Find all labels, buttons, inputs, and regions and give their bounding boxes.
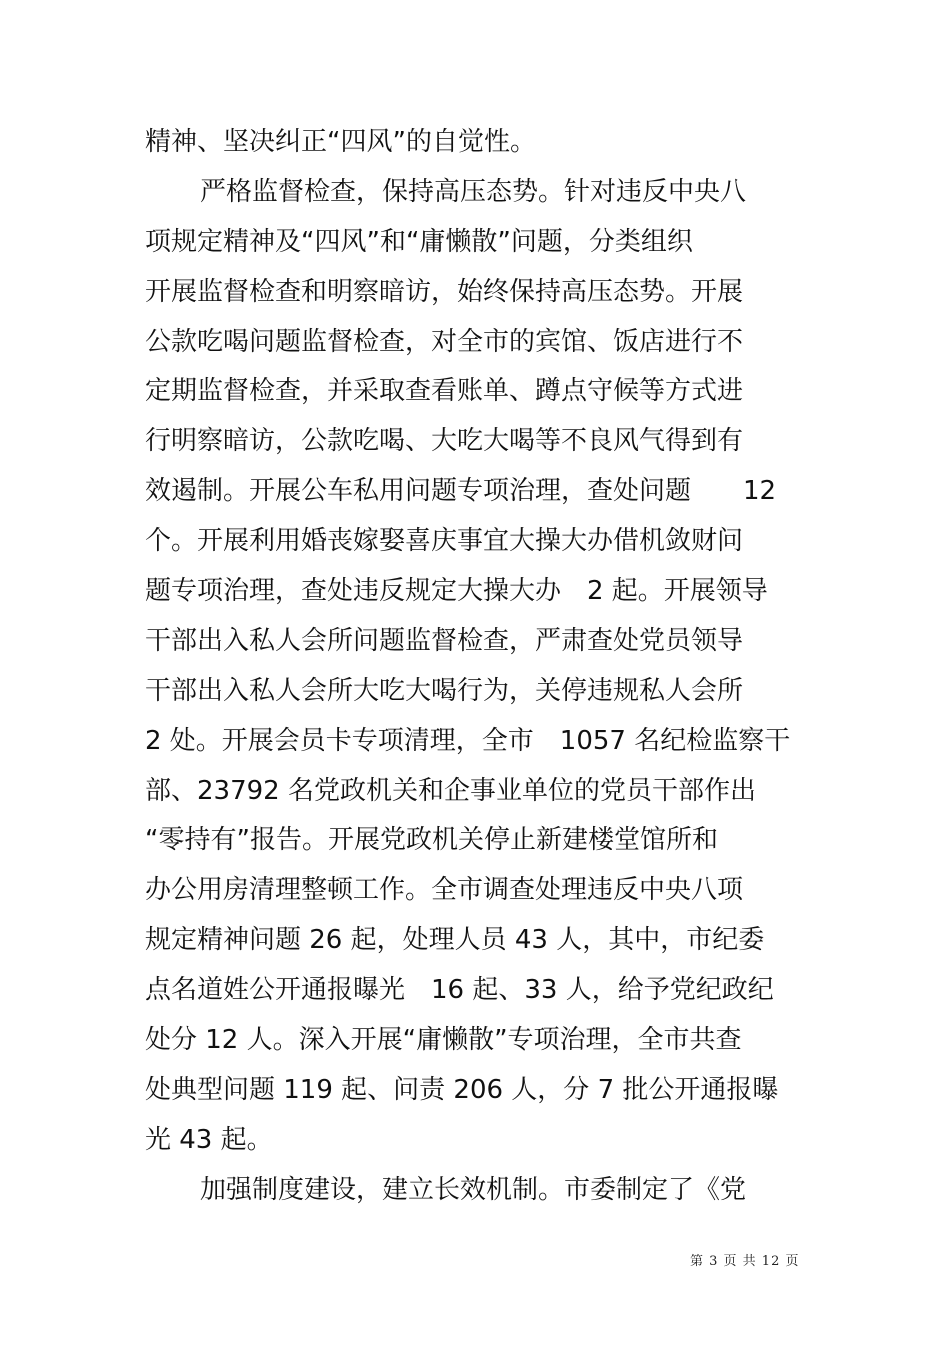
text-line: 点名道姓公开通报曝光 16 起、33 人，给予党纪政纪 — [145, 975, 774, 1006]
text-line: 题专项治理，查处违反规定大操大办 2 起。开展领导 — [145, 576, 768, 607]
text-line: 处分 12 人。深入开展“庸懒散”专项治理，全市共查 — [145, 1025, 742, 1056]
text-line: 干部出入私人会所问题监督检查，严肃查处党员领导 — [145, 625, 744, 656]
text-line: 精神、坚决纠正“四风”的自觉性。 — [145, 127, 536, 157]
text-line: 公款吃喝问题监督检查，对全市的宾馆、饭店进行不 — [145, 326, 744, 357]
text-line: 定期监督检查，并采取查看账单、蹲点守候等方式进 — [145, 376, 744, 407]
text-line: 处典型问题 119 起、问责 206 人，分 7 批公开通报曝 — [145, 1074, 779, 1105]
text-line: 项规定精神及“四风”和“庸懒散”问题，分类组织 — [145, 226, 693, 257]
text-line: 严格监督检查，保持高压态势。针对违反中央八 — [200, 176, 747, 207]
text-line: 干部出入私人会所大吃大喝行为，关停违规私人会所 — [145, 675, 744, 706]
text-line: 开展监督检查和明察暗访，始终保持高压态势。开展 — [145, 276, 744, 307]
page-number-footer: 第 3 页 共 12 页 — [690, 1254, 800, 1269]
text-line: 规定精神问题 26 起，处理人员 43 人，其中，市纪委 — [145, 925, 765, 956]
text-line: 行明察暗访，公款吃喝、大吃大喝等不良风气得到有 — [145, 426, 744, 457]
text-line: 加强制度建设，建立长效机制。市委制定了《党 — [200, 1174, 747, 1205]
text-line: 办公用房清理整顿工作。全市调查处理违反中央八项 — [145, 875, 744, 906]
text-line: 效遏制。开展公车私用问题专项治理，查处问题 12 — [145, 476, 777, 507]
text-line: 2 处。开展会员卡专项清理，全市 1057 名纪检监察干 — [145, 725, 791, 756]
text-line: 个。开展利用婚丧嫁娶喜庆事宜大操大办借机敛财问 — [145, 526, 744, 557]
text-line: 光 43 起。 — [145, 1124, 273, 1155]
text-line: “零持有”报告。开展党政机关停止新建楼堂馆所和 — [145, 825, 718, 856]
text-line: 部、23792 名党政机关和企事业单位的党员干部作出 — [145, 775, 756, 806]
body-text — [145, 118, 825, 1216]
